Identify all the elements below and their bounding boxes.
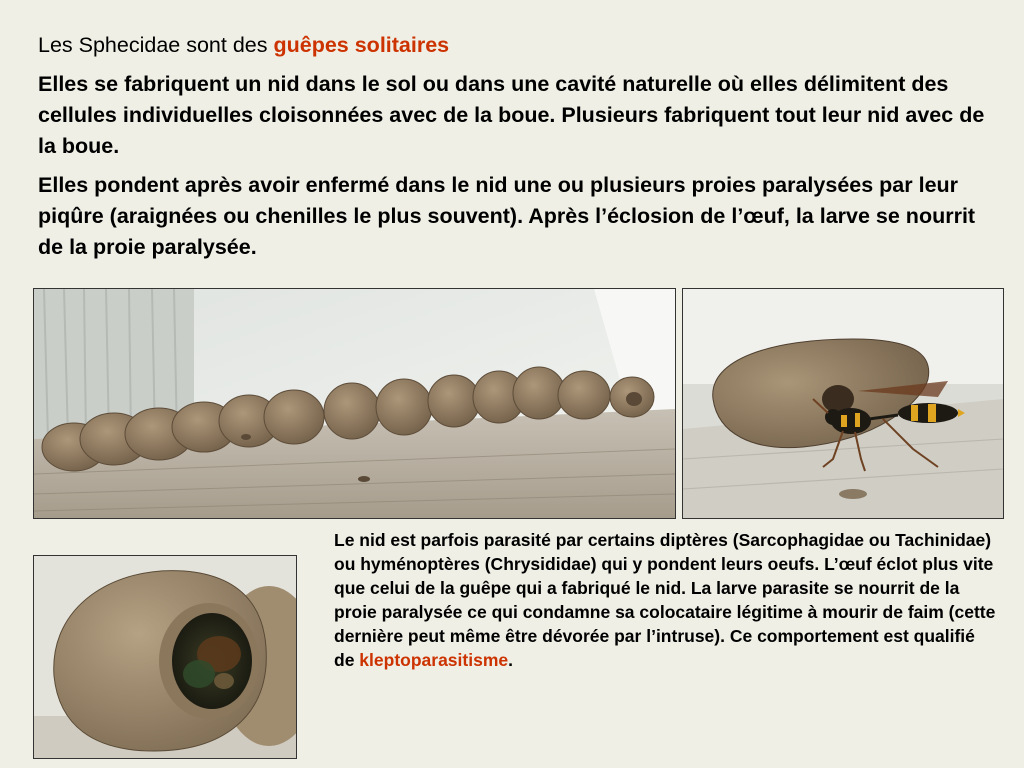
photo-mud-nest-row	[33, 288, 676, 519]
photo-wasp-on-nest	[682, 288, 1004, 519]
wasp-nest-illustration	[683, 289, 1003, 518]
parasitized-cell-illustration	[34, 556, 296, 758]
mud-nest-row-illustration	[34, 289, 675, 518]
intro-heading-prefix: Les Sphecidae sont des	[38, 33, 274, 57]
kleptoparasitism-paragraph	[334, 528, 1000, 672]
keyword-kleptoparasitisme: kleptoparasitisme	[359, 650, 509, 670]
kleptoparasitism-end: .	[508, 650, 513, 670]
photo-parasitized-cell	[33, 555, 297, 759]
intro-paragraph-prey: Elles pondent après avoir enfermé dans le nid une ou plusieurs proies paralysées par leur piqûre (araignées ou chenilles le plus souvent). Après l’éclosion de l’œuf, la larve se nourrit de la proie paralysée.	[38, 173, 976, 259]
keyword-guepes-solitaires: guêpes solitaires	[273, 33, 450, 57]
kleptoparasitism-body: Le nid est parfois parasité par certains diptères (Sarcophagidae ou Tachinidae) ou hyménoptères (Chrysididae) qui y pondent leurs oeufs. L’œuf éclot plus vite que celui de la guêpe qui a fabriqué le nid. La larve parasite se nourrit de la proie paralysée ce qui condamne sa colocataire légitime à mourir de faim (cette dernière peut même être dévorée par l’intruse). Ce comportement est qualifié de	[334, 530, 996, 670]
intro-text	[38, 30, 988, 271]
intro-heading	[38, 30, 988, 61]
intro-paragraph-nest: Elles se fabriquent un nid dans le sol ou dans une cavité naturelle où elles délimitent des cellules individuelles cloisonnées avec de la boue. Plusieurs fabriquent tout leur nid avec de la boue.	[38, 72, 985, 158]
